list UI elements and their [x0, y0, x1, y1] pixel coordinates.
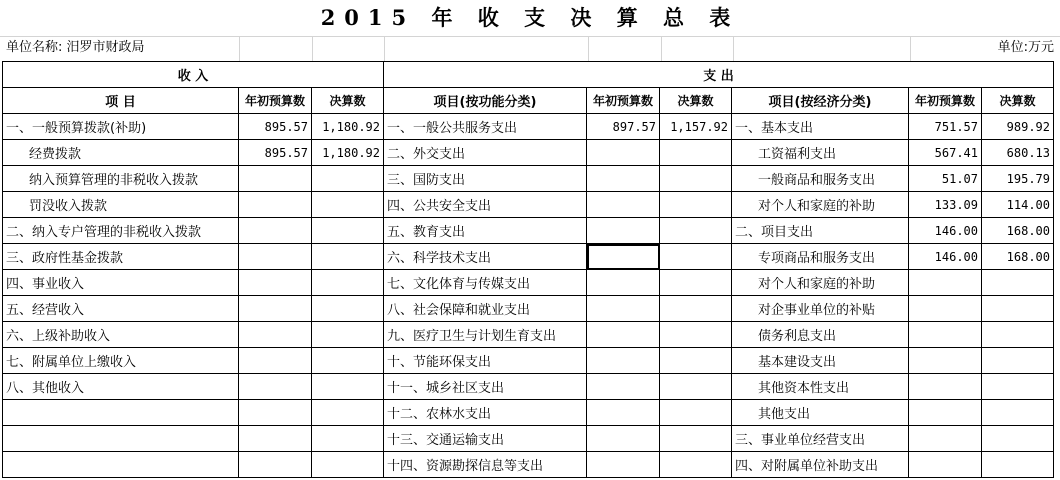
econ-budget-cell[interactable] — [909, 374, 982, 400]
income-item-cell[interactable]: 七、附属单位上缴收入 — [3, 348, 239, 374]
func-final-cell[interactable] — [660, 452, 732, 478]
econ-item-cell[interactable]: 三、事业单位经营支出 — [732, 426, 909, 452]
table-row — [3, 140, 1054, 166]
func-budget-cell[interactable] — [587, 166, 660, 192]
func-item-header[interactable]: 项目(按功能分类) — [384, 88, 587, 114]
func-budget-cell[interactable] — [587, 244, 660, 270]
table-row — [3, 348, 1054, 374]
income-header[interactable]: 收 入 — [3, 62, 384, 88]
income-item-cell[interactable]: 五、经营收入 — [3, 296, 239, 322]
income-item-cell[interactable]: 纳入预算管理的非税收入拨款 — [3, 166, 239, 192]
section-header-row — [3, 62, 1054, 88]
func-item-cell[interactable]: 五、教育支出 — [384, 218, 587, 244]
econ-budget-cell[interactable] — [909, 348, 982, 374]
income-item-cell[interactable]: 六、上级补助收入 — [3, 322, 239, 348]
unit-info-row — [0, 36, 1060, 60]
econ-final-cell[interactable] — [982, 322, 1054, 348]
econ-item-cell[interactable]: 其他支出 — [732, 400, 909, 426]
income-budget-cell[interactable]: 895.57 — [239, 140, 312, 166]
income-final-cell[interactable] — [312, 166, 384, 192]
unit-name: 单位名称: 汨罗市财政局 — [6, 40, 145, 55]
income-final-cell[interactable] — [312, 426, 384, 452]
func-budget-cell[interactable] — [587, 426, 660, 452]
income-final-cell[interactable] — [312, 192, 384, 218]
econ-final-cell[interactable] — [982, 374, 1054, 400]
income-budget-cell[interactable] — [239, 218, 312, 244]
table-row — [3, 218, 1054, 244]
func-budget-cell[interactable] — [587, 140, 660, 166]
func-item-cell[interactable]: 四、公共安全支出 — [384, 192, 587, 218]
income-final-cell[interactable]: 1,180.92 — [312, 114, 384, 140]
econ-item-cell[interactable]: 工资福利支出 — [732, 140, 909, 166]
table-row — [3, 452, 1054, 478]
econ-final-cell[interactable]: 989.92 — [982, 114, 1054, 140]
func-final-cell[interactable] — [660, 400, 732, 426]
econ-item-cell[interactable]: 债务利息支出 — [732, 322, 909, 348]
func-budget-cell[interactable] — [587, 270, 660, 296]
func-budget-header[interactable]: 年初预算数 — [587, 88, 660, 114]
econ-budget-cell[interactable] — [909, 296, 982, 322]
budget-summary-table — [2, 61, 1054, 478]
econ-final-cell[interactable]: 168.00 — [982, 218, 1054, 244]
func-final-cell[interactable] — [660, 218, 732, 244]
func-item-cell[interactable]: 六、科学技术支出 — [384, 244, 587, 270]
econ-budget-cell[interactable]: 567.41 — [909, 140, 982, 166]
currency-unit: 单位:万元 — [997, 40, 1054, 55]
income-item-header[interactable]: 项 目 — [3, 88, 239, 114]
func-final-cell[interactable] — [660, 166, 732, 192]
func-final-cell[interactable] — [660, 374, 732, 400]
func-final-cell[interactable] — [660, 296, 732, 322]
table-row — [3, 400, 1054, 426]
table-row — [3, 114, 1054, 140]
func-final-cell[interactable] — [660, 270, 732, 296]
econ-budget-cell[interactable]: 133.09 — [909, 192, 982, 218]
econ-budget-cell[interactable] — [909, 322, 982, 348]
income-budget-cell[interactable] — [239, 322, 312, 348]
table-row — [3, 244, 1054, 270]
income-final-cell[interactable] — [312, 400, 384, 426]
income-budget-cell[interactable] — [239, 426, 312, 452]
func-item-cell[interactable]: 十四、资源勘探信息等支出 — [384, 452, 587, 478]
func-item-cell[interactable]: 二、外交支出 — [384, 140, 587, 166]
table-row — [3, 426, 1054, 452]
econ-item-cell[interactable]: 对个人和家庭的补助 — [732, 270, 909, 296]
func-budget-cell[interactable]: 897.57 — [587, 114, 660, 140]
econ-final-header[interactable]: 决算数 — [982, 88, 1054, 114]
econ-budget-cell[interactable] — [909, 400, 982, 426]
income-item-cell[interactable]: 八、其他收入 — [3, 374, 239, 400]
econ-item-cell[interactable]: 二、项目支出 — [732, 218, 909, 244]
econ-item-cell[interactable]: 其他资本性支出 — [732, 374, 909, 400]
econ-item-cell[interactable]: 四、对附属单位补助支出 — [732, 452, 909, 478]
income-item-cell[interactable]: 经费拨款 — [3, 140, 239, 166]
income-final-cell[interactable] — [312, 218, 384, 244]
income-item-cell[interactable] — [3, 452, 239, 478]
econ-final-cell[interactable]: 114.00 — [982, 192, 1054, 218]
econ-budget-cell[interactable]: 51.07 — [909, 166, 982, 192]
income-final-cell[interactable] — [312, 374, 384, 400]
report-title: 2015 年 收 支 决 算 总 表 — [320, 5, 740, 30]
econ-final-cell[interactable] — [982, 400, 1054, 426]
income-budget-header[interactable]: 年初预算数 — [239, 88, 312, 114]
func-budget-cell[interactable] — [587, 322, 660, 348]
func-final-cell[interactable] — [660, 192, 732, 218]
table-row — [3, 192, 1054, 218]
econ-final-cell[interactable]: 168.00 — [982, 244, 1054, 270]
func-item-cell[interactable]: 三、国防支出 — [384, 166, 587, 192]
func-item-cell[interactable]: 十一、城乡社区支出 — [384, 374, 587, 400]
func-final-cell[interactable] — [660, 140, 732, 166]
econ-item-cell[interactable]: 对企事业单位的补贴 — [732, 296, 909, 322]
func-item-cell[interactable]: 一、一般公共服务支出 — [384, 114, 587, 140]
func-budget-cell[interactable] — [587, 348, 660, 374]
econ-final-cell[interactable] — [982, 452, 1054, 478]
func-final-cell[interactable]: 1,157.92 — [660, 114, 732, 140]
func-item-cell[interactable]: 十三、交通运输支出 — [384, 426, 587, 452]
income-budget-cell[interactable] — [239, 374, 312, 400]
income-final-cell[interactable]: 1,180.92 — [312, 140, 384, 166]
income-budget-cell[interactable]: 895.57 — [239, 114, 312, 140]
table-row — [3, 270, 1054, 296]
expense-header[interactable]: 支 出 — [384, 62, 1054, 88]
table-row — [3, 166, 1054, 192]
income-budget-cell[interactable] — [239, 244, 312, 270]
func-item-cell[interactable]: 七、文化体育与传媒支出 — [384, 270, 587, 296]
func-final-header[interactable]: 决算数 — [660, 88, 732, 114]
income-item-cell[interactable] — [3, 426, 239, 452]
func-budget-cell[interactable] — [587, 218, 660, 244]
income-item-cell[interactable] — [3, 400, 239, 426]
income-final-cell[interactable] — [312, 296, 384, 322]
income-final-cell[interactable] — [312, 452, 384, 478]
income-budget-cell[interactable] — [239, 296, 312, 322]
econ-final-cell[interactable]: 680.13 — [982, 140, 1054, 166]
func-item-cell[interactable]: 十、节能环保支出 — [384, 348, 587, 374]
econ-budget-cell[interactable] — [909, 270, 982, 296]
econ-item-cell[interactable]: 一、基本支出 — [732, 114, 909, 140]
econ-item-cell[interactable]: 一般商品和服务支出 — [732, 166, 909, 192]
income-item-cell[interactable]: 罚没收入拨款 — [3, 192, 239, 218]
func-item-cell[interactable]: 八、社会保障和就业支出 — [384, 296, 587, 322]
func-budget-cell[interactable] — [587, 296, 660, 322]
income-budget-cell[interactable] — [239, 192, 312, 218]
econ-final-cell[interactable]: 195.79 — [982, 166, 1054, 192]
table-row — [3, 374, 1054, 400]
func-final-cell[interactable] — [660, 426, 732, 452]
func-final-cell[interactable] — [660, 348, 732, 374]
income-item-cell[interactable]: 二、纳入专户管理的非税收入拨款 — [3, 218, 239, 244]
func-budget-cell[interactable] — [587, 452, 660, 478]
column-header-row — [3, 88, 1054, 114]
econ-budget-cell[interactable]: 146.00 — [909, 244, 982, 270]
func-item-cell[interactable]: 九、医疗卫生与计划生育支出 — [384, 322, 587, 348]
table-row — [3, 296, 1054, 322]
econ-item-cell[interactable]: 基本建设支出 — [732, 348, 909, 374]
econ-budget-header[interactable]: 年初预算数 — [909, 88, 982, 114]
income-budget-cell[interactable] — [239, 270, 312, 296]
econ-budget-cell[interactable] — [909, 452, 982, 478]
income-budget-cell[interactable] — [239, 348, 312, 374]
table-row — [3, 322, 1054, 348]
func-budget-cell[interactable] — [587, 192, 660, 218]
func-item-cell[interactable]: 十二、农林水支出 — [384, 400, 587, 426]
econ-item-cell[interactable]: 对个人和家庭的补助 — [732, 192, 909, 218]
econ-final-cell[interactable] — [982, 426, 1054, 452]
income-item-cell[interactable]: 三、政府性基金拨款 — [3, 244, 239, 270]
econ-item-header[interactable]: 项目(按经济分类) — [732, 88, 909, 114]
income-final-cell[interactable] — [312, 348, 384, 374]
econ-final-cell[interactable] — [982, 348, 1054, 374]
income-budget-cell[interactable] — [239, 166, 312, 192]
econ-final-cell[interactable] — [982, 270, 1054, 296]
econ-final-cell[interactable] — [982, 296, 1054, 322]
econ-item-cell[interactable]: 专项商品和服务支出 — [732, 244, 909, 270]
func-budget-cell[interactable] — [587, 400, 660, 426]
income-item-cell[interactable]: 四、事业收入 — [3, 270, 239, 296]
income-final-cell[interactable] — [312, 244, 384, 270]
econ-budget-cell[interactable]: 146.00 — [909, 218, 982, 244]
income-final-header[interactable]: 决算数 — [312, 88, 384, 114]
income-final-cell[interactable] — [312, 322, 384, 348]
func-final-cell[interactable] — [660, 244, 732, 270]
income-budget-cell[interactable] — [239, 452, 312, 478]
income-final-cell[interactable] — [312, 270, 384, 296]
func-final-cell[interactable] — [660, 322, 732, 348]
econ-budget-cell[interactable]: 751.57 — [909, 114, 982, 140]
income-item-cell[interactable]: 一、一般预算拨款(补助) — [3, 114, 239, 140]
income-budget-cell[interactable] — [239, 400, 312, 426]
econ-budget-cell[interactable] — [909, 426, 982, 452]
func-budget-cell[interactable] — [587, 374, 660, 400]
